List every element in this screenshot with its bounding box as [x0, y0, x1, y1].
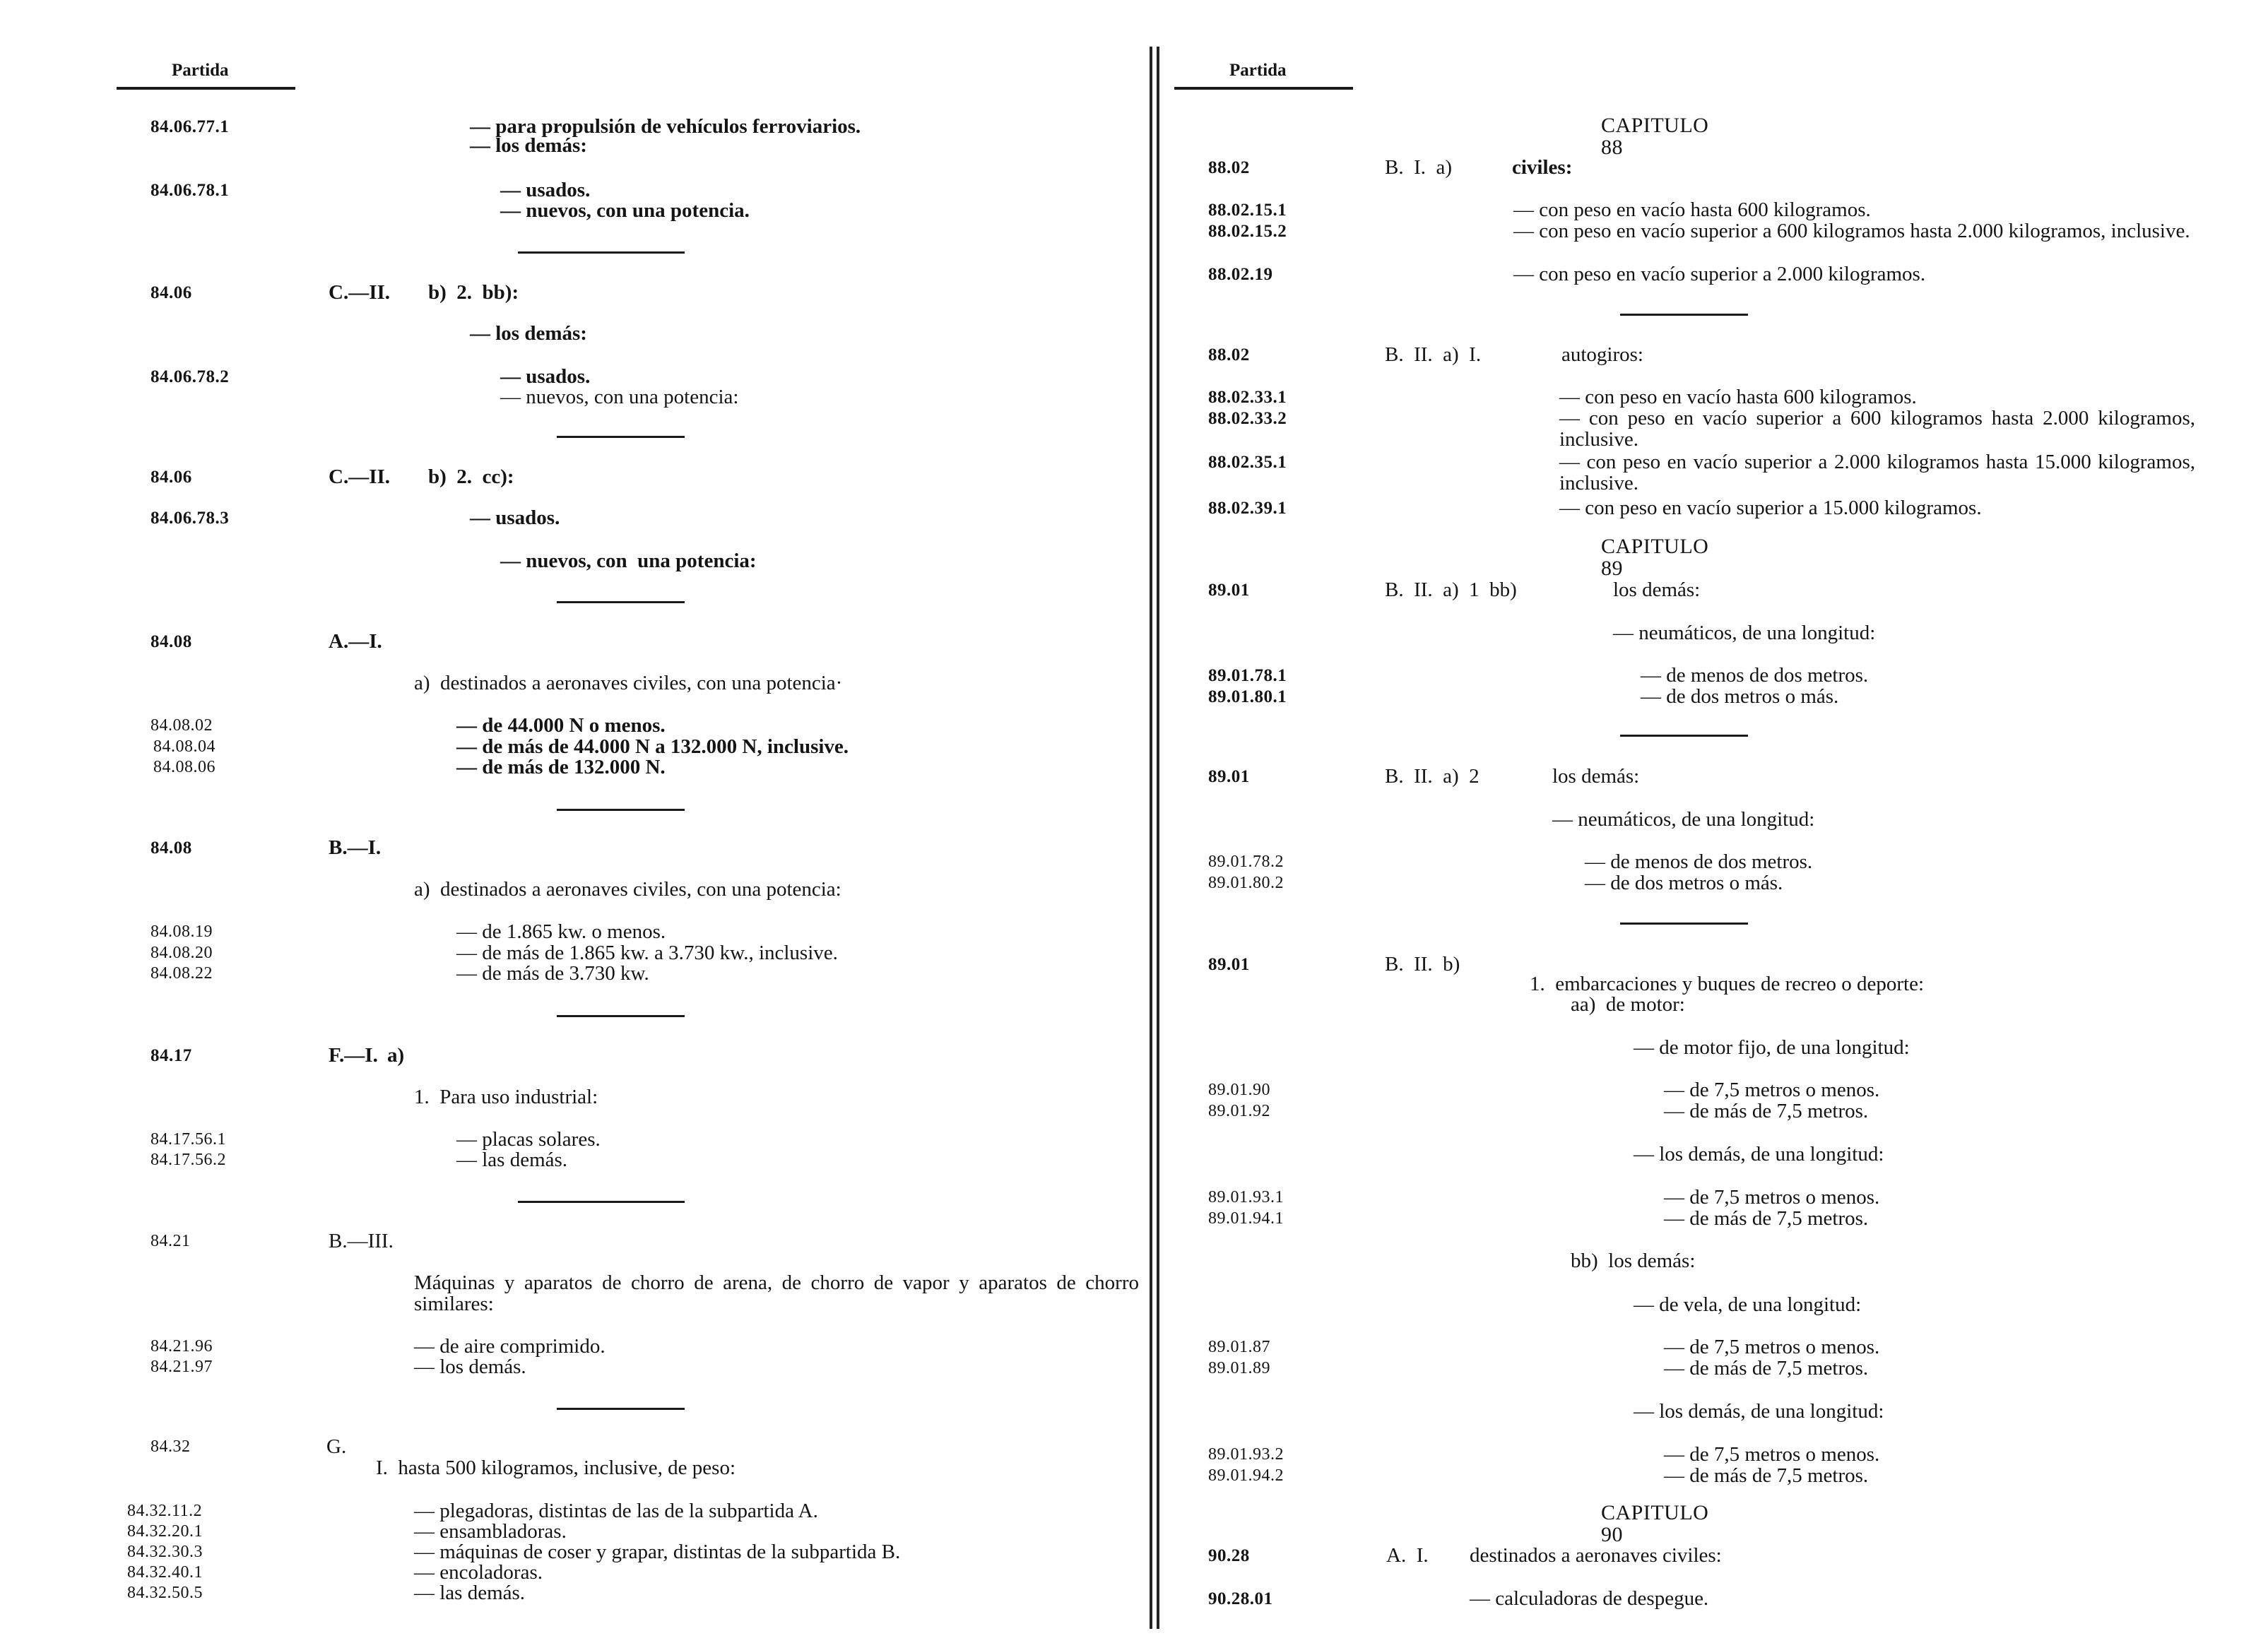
entry-text: — de menos de dos metros. [1585, 850, 1813, 873]
entry-text: — de más de 7,5 metros. [1664, 1357, 1869, 1380]
subpartida-label: B.—III. [329, 1230, 394, 1252]
partida-code: 88.02.15.1 [1208, 201, 1287, 220]
section-rule [1620, 735, 1748, 737]
entry-text: — de motor fijo, de una longitud: [1634, 1036, 1910, 1059]
subpartida-label: B.—I. [329, 836, 382, 859]
entry-text: — neumáticos, de una longitud: [1613, 622, 1876, 644]
entry-text: — de más de 7,5 metros. [1664, 1207, 1869, 1230]
partida-code: 88.02.39.1 [1208, 499, 1287, 518]
entry-text: — para propulsión de vehículos ferroviarios. [470, 115, 861, 138]
partida-code: 89.01.94.2 [1208, 1466, 1284, 1485]
partida-code: 84.21.96 [150, 1337, 213, 1356]
entry-text: — las demás. [456, 1149, 568, 1171]
subpartida-label: C.—II. [329, 281, 391, 304]
partida-code: 84.21.97 [150, 1358, 213, 1376]
partida-code: 84.06 [150, 468, 192, 487]
entry-text: — los demás: [470, 134, 587, 157]
entry-text: — los demás, de una longitud: [1634, 1143, 1884, 1165]
entry-text: — ensambladoras. [414, 1520, 567, 1543]
entry-text: — los demás: [470, 322, 587, 345]
partida-code: 84.06.78.2 [150, 367, 230, 386]
entry-text: — de más de 3.730 kw. [456, 962, 649, 985]
section-rule [518, 1201, 685, 1203]
partida-code: 89.01.93.1 [1208, 1188, 1284, 1206]
entry-text: — nuevos, con una potencia. [500, 199, 750, 222]
entry-text: — placas solares. [456, 1128, 601, 1151]
partida-code: 89.01.92 [1208, 1102, 1270, 1120]
partida-code: 84.08.19 [150, 923, 213, 941]
entry-text: — los demás, de una longitud: [1634, 1400, 1884, 1423]
partida-code: 90.28.01 [1208, 1589, 1273, 1608]
subpartida-label: B. I. a) [1385, 156, 1453, 179]
subpartida-label: B. II. a) I. [1385, 343, 1482, 366]
partida-code: 84.17.56.2 [150, 1151, 226, 1169]
entry-text: — de más de 132.000 N. [456, 756, 666, 778]
chapter-heading: CAPITULO 88 [1601, 114, 1709, 159]
entry-text: — de 7,5 metros o menos. [1664, 1079, 1880, 1101]
entry-text: — de más de 1.865 kw. a 3.730 kw., inclusive. [456, 942, 838, 964]
section-rule [557, 436, 685, 438]
section-rule [1620, 314, 1748, 316]
entry-text: — de dos metros o más. [1641, 685, 1839, 708]
partida-code: 84.08.06 [153, 758, 215, 776]
entry-text: — calculadoras de despegue. [1470, 1587, 1709, 1610]
partida-code: 84.08.20 [150, 944, 213, 962]
partida-code: 89.01.94.1 [1208, 1209, 1284, 1228]
partida-code: 89.01.80.1 [1208, 687, 1287, 706]
entry-text: bb) los demás: [1571, 1250, 1696, 1272]
subpartida-label: los demás: [1552, 765, 1640, 788]
entry-text: — nuevos, con una potencia: [500, 386, 739, 408]
entry-text: — plegadoras, distintas de las de la subpartida A. [414, 1500, 818, 1522]
partida-code: 84.32 [150, 1437, 191, 1456]
partida-code: 84.08.02 [150, 716, 213, 735]
partida-code: 84.06.77.1 [150, 117, 230, 136]
subpartida-label: B. II. a) 2 [1385, 765, 1479, 788]
entry-text: — las demás. [414, 1582, 526, 1604]
partida-code: 84.08.04 [153, 737, 215, 756]
subpartida-label: C.—II. [329, 465, 391, 488]
right-header-partida: Partida [1229, 61, 1287, 80]
column-divider-right-line [1157, 47, 1159, 1629]
entry-text: — de más de 7,5 metros. [1664, 1100, 1869, 1122]
entry-text: 1. embarcaciones y buques de recreo o deporte: [1530, 973, 1925, 995]
section-rule [557, 1408, 685, 1410]
entry-text: — de aire comprimido. [414, 1335, 606, 1358]
partida-code: 84.32.50.5 [127, 1584, 203, 1602]
partida-code: 84.08 [150, 632, 192, 651]
entry-text: — de 7,5 metros o menos. [1664, 1186, 1880, 1209]
entry-text: — de 7,5 metros o menos. [1664, 1443, 1880, 1466]
partida-code: 88.02.33.2 [1208, 409, 1287, 428]
entry-text: — encoladoras. [414, 1561, 543, 1584]
partida-code: 88.02.35.1 [1208, 453, 1287, 472]
partida-code: 89.01 [1208, 767, 1250, 786]
entry-text: — de 1.865 kw. o menos. [456, 920, 666, 943]
partida-code: 84.08.22 [150, 964, 213, 983]
subpartida-label: autogiros: [1561, 343, 1643, 366]
partida-code: 89.01.93.2 [1208, 1445, 1284, 1464]
entry-text: — nuevos, con una potencia: [500, 550, 757, 572]
entry-text: — con peso en vacío superior a 2.000 kilogramos hasta 15.000 kilogramos, inclusive. [1559, 451, 2195, 494]
partida-code: 89.01.90 [1208, 1081, 1270, 1099]
subpartida-label: A.—I. [329, 630, 382, 653]
right-header-rule [1174, 87, 1353, 90]
entry-text: — con peso en vacío hasta 600 kilogramos. [1513, 198, 1871, 221]
partida-code: 89.01.78.1 [1208, 666, 1287, 685]
partida-code: 90.28 [1208, 1546, 1250, 1565]
entry-text: aa) de motor: [1571, 993, 1685, 1016]
subpartida-label: a) [387, 1044, 405, 1067]
section-rule [557, 1015, 685, 1017]
partida-code: 89.01.89 [1208, 1359, 1270, 1377]
entry-text: 1. Para uso industrial: [414, 1086, 598, 1108]
entry-text: I. hasta 500 kilogramos, inclusive, de peso: [376, 1457, 736, 1479]
partida-code: 89.01 [1208, 581, 1250, 600]
entry-text: — de menos de dos metros. [1641, 664, 1869, 687]
partida-code: 84.32.11.2 [127, 1502, 203, 1520]
entry-text: a) destinados a aeronaves civiles, con una potencia: [414, 878, 841, 901]
entry-text: Máquinas y aparatos de chorro de arena, de chorro de vapor y aparatos de chorro similares: [414, 1271, 1139, 1315]
partida-code: 88.02.33.1 [1208, 388, 1287, 407]
partida-code: 84.17.56.1 [150, 1130, 226, 1149]
subpartida-label: B. II. b) [1385, 953, 1460, 975]
subpartida-label: b) 2. bb): [428, 281, 519, 304]
left-header-rule [117, 87, 295, 90]
subpartida-label: destinados a aeronaves civiles: [1470, 1544, 1722, 1567]
partida-code: 88.02 [1208, 345, 1250, 364]
subpartida-label: F.—I. [329, 1044, 378, 1067]
partida-code: 88.02 [1208, 158, 1250, 177]
left-header-partida: Partida [172, 61, 229, 80]
partida-code: 89.01.80.2 [1208, 874, 1284, 892]
partida-code: 84.32.30.3 [127, 1543, 203, 1561]
partida-code: 89.01.78.2 [1208, 853, 1284, 871]
subpartida-label: b) 2. cc): [428, 465, 514, 488]
partida-code: 84.32.40.1 [127, 1563, 203, 1582]
entry-text: — de dos metros o más. [1585, 872, 1783, 894]
partida-code: 88.02.19 [1208, 265, 1273, 284]
partida-code: 84.08 [150, 838, 192, 858]
entry-text: — con peso en vacío superior a 15.000 kilogramos. [1559, 497, 1982, 519]
entry-text: — con peso en vacío superior a 600 kilogramos hasta 2.000 kilogramos, inclusive. [1513, 220, 2190, 242]
entry-text: — con peso en vacío superior a 2.000 kilogramos. [1513, 263, 1926, 285]
section-rule [518, 251, 685, 254]
entry-text: — con peso en vacío superior a 600 kilogramos hasta 2.000 kilogramos, inclusive. [1559, 407, 2195, 451]
subpartida-label: B. II. a) 1 bb) [1385, 579, 1517, 601]
partida-code: 84.06 [150, 283, 192, 302]
subpartida-label: A. I. [1386, 1544, 1429, 1567]
partida-code: 89.01.87 [1208, 1338, 1270, 1356]
entry-text: a) destinados a aeronaves civiles, con una potencia· [414, 672, 843, 694]
chapter-heading: CAPITULO 90 [1601, 1501, 1709, 1546]
entry-text: — usados. [500, 179, 591, 201]
subpartida-label: los demás: [1613, 579, 1701, 601]
partida-code: 84.21 [150, 1232, 191, 1250]
entry-text: — de 44.000 N o menos. [456, 714, 666, 737]
subpartida-label: civiles: [1512, 156, 1573, 179]
section-rule [557, 809, 685, 811]
column-divider-left-line [1150, 47, 1152, 1629]
entry-text: — de vela, de una longitud: [1634, 1293, 1862, 1316]
entry-text: — máquinas de coser y grapar, distintas de la subpartida B. [414, 1541, 901, 1563]
subpartida-label: G. [326, 1435, 347, 1458]
partida-code: 84.32.20.1 [127, 1522, 203, 1541]
section-rule [1620, 923, 1748, 925]
entry-text: — usados. [500, 365, 591, 388]
entry-text: — de más de 7,5 metros. [1664, 1464, 1869, 1487]
partida-code: 84.06.78.1 [150, 181, 230, 200]
entry-text: — con peso en vacío hasta 600 kilogramos. [1559, 386, 1917, 408]
entry-text: — de más de 44.000 N a 132.000 N, inclusive. [456, 735, 849, 758]
entry-text: — usados. [470, 506, 560, 529]
entry-text: — de 7,5 metros o menos. [1664, 1336, 1880, 1358]
partida-code: 89.01 [1208, 955, 1250, 974]
entry-text: — neumáticos, de una longitud: [1552, 808, 1815, 831]
partida-code: 84.06.78.3 [150, 509, 230, 528]
partida-code: 88.02.15.2 [1208, 222, 1287, 241]
entry-text: — los demás. [414, 1356, 526, 1378]
chapter-heading: CAPITULO 89 [1601, 535, 1709, 580]
partida-code: 84.17 [150, 1046, 192, 1065]
section-rule [557, 601, 685, 603]
